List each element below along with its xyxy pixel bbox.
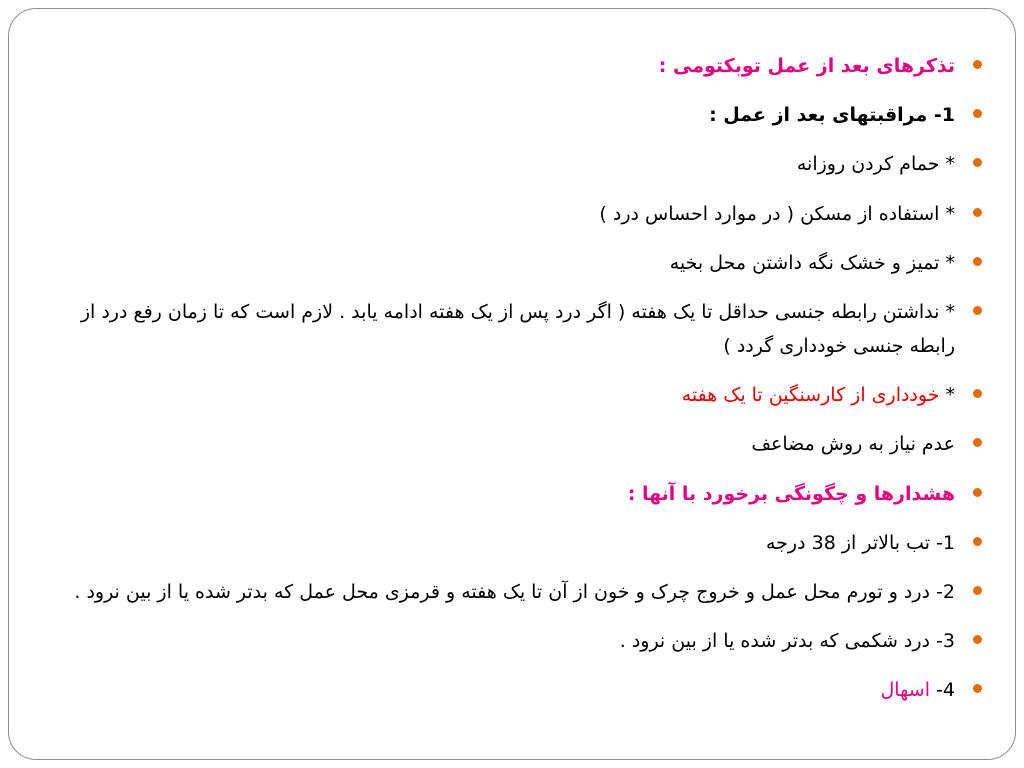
list-item <box>61 427 955 461</box>
section-heading: تذکرهای بعد از عمل توبکتومی : <box>658 55 955 77</box>
bullet-icon <box>973 635 982 644</box>
item-text: 2- درد و تورم محل عمل و خروج چرک و خون از آن تا یک هفته و قرمزی محل عمل که بدتر شده یا از بین نرود . <box>74 580 955 603</box>
bullet-icon <box>973 586 982 595</box>
list-item <box>61 246 955 280</box>
bullet-icon <box>973 158 982 167</box>
list-item <box>61 378 955 412</box>
subheading: 1- مراقبتهای بعد از عمل : <box>709 104 955 127</box>
item-prefix: * <box>939 384 955 407</box>
item-text: * نداشتن رابطه جنسی حداقل تا یک هفته ( اگر درد پس از یک هفته ادامه یابد . لازم است که تا زمان رفع درد از رابطه جنسی خودداری گردد ) <box>80 300 955 357</box>
bullet-icon <box>973 306 982 315</box>
item-text: * حمام کردن روزانه <box>796 153 955 176</box>
list-item <box>61 673 955 707</box>
bullet-icon <box>973 208 982 217</box>
bullet-list <box>61 49 955 722</box>
bullet-icon <box>973 488 982 497</box>
bullet-icon <box>973 537 982 546</box>
item-prefix: 4- <box>930 679 955 702</box>
highlighted-text: اسهال <box>880 679 930 702</box>
list-item <box>61 98 955 132</box>
bullet-icon <box>973 257 982 266</box>
bullet-icon <box>973 109 982 118</box>
item-text: * استفاده از مسکن ( در موارد احساس درد ) <box>599 202 955 225</box>
item-text: عدم نیاز به روش مضاعف <box>751 433 955 456</box>
list-item <box>61 526 955 560</box>
item-text: * تمیز و خشک نگه داشتن محل بخیه <box>669 251 955 274</box>
item-text: 3- درد شکمی که بدتر شده یا از بین نرود . <box>619 630 955 653</box>
list-item <box>61 49 955 83</box>
slide <box>8 8 1016 760</box>
section-heading: هشدارها و چگونگی برخورد با آنها : <box>627 482 955 505</box>
bullet-icon <box>973 60 982 69</box>
list-item <box>61 477 955 511</box>
bullet-icon <box>973 438 982 447</box>
list-item <box>61 575 955 609</box>
list-item <box>61 197 955 231</box>
list-item <box>61 624 955 658</box>
list-item <box>61 295 955 363</box>
bullet-icon <box>973 389 982 398</box>
bullet-icon <box>973 684 982 693</box>
highlighted-text: خودداری از کارسنگین تا یک هفته <box>681 384 940 407</box>
item-text: 1- تب بالاتر از 38 درجه <box>766 531 955 554</box>
list-item <box>61 147 955 181</box>
